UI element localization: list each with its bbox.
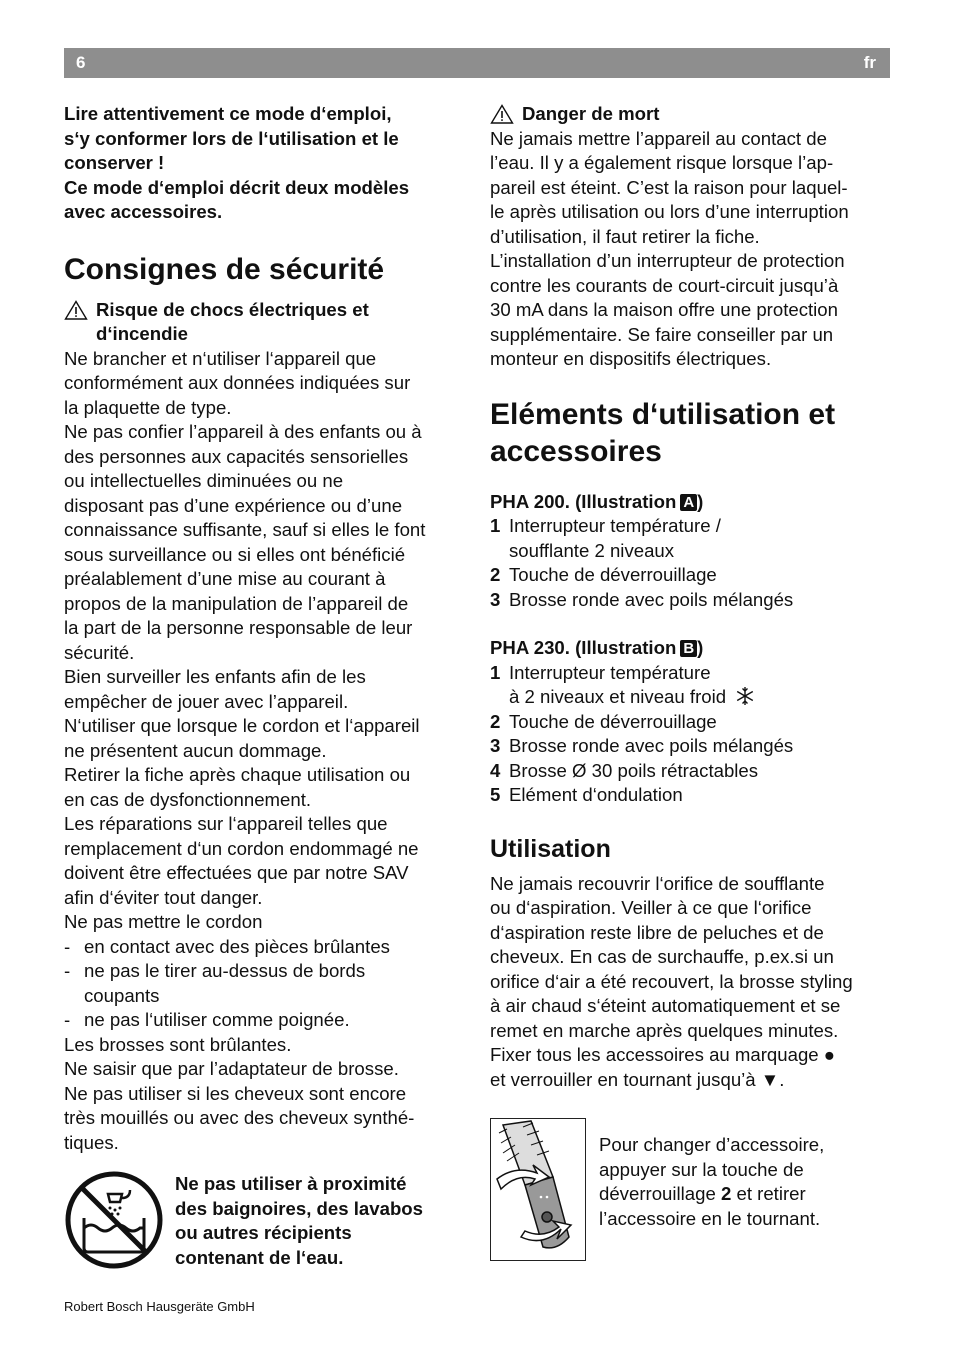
safety-line: en cas de dysfonctionnement.	[64, 788, 312, 810]
usage-body	[490, 872, 892, 1093]
item-number: 3	[490, 735, 501, 756]
safety-line: Ne pas confier l’appareil à des enfants ou à	[64, 421, 422, 442]
pha230-heading	[490, 636, 892, 661]
pha200-heading-text: PHA 200. (Illustration	[490, 490, 677, 512]
brush-rotate-icon	[491, 1119, 584, 1259]
danger-title: Danger de mort	[522, 103, 660, 124]
item-text: Interrupteur température /	[509, 515, 721, 536]
intro-line: avec accessoires.	[64, 201, 223, 222]
warning-title-line: d‘incendie	[96, 323, 188, 344]
list-item	[64, 959, 466, 1008]
safety-line: sécurité.	[64, 641, 135, 663]
pha230-heading-close: )	[697, 637, 704, 658]
list-item	[490, 563, 892, 588]
item-number: 1	[490, 661, 501, 683]
usage-line: Ne jamais recouvrir l‘orifice de soufflante	[490, 872, 825, 894]
list-item	[490, 514, 892, 563]
accessory-line-text: et retirer	[731, 1183, 806, 1204]
illustration-a-badge: A	[680, 494, 697, 511]
item-number: 4	[490, 759, 501, 781]
safety-line: tiques.	[64, 1131, 119, 1153]
illustration-b-badge: B	[680, 640, 697, 657]
intro-line: Lire attentivement ce mode d‘emploi,	[64, 103, 392, 124]
item-text: soufflante 2 niveaux	[509, 539, 675, 561]
safety-line: conformément aux données indiquées sur	[64, 372, 411, 393]
item-number: 1	[490, 515, 501, 536]
item-text: Touche de déverrouillage	[509, 564, 717, 585]
safety-line: Ne saisir que par l’adaptateur de brosse.	[64, 1058, 399, 1079]
item-text: Brosse ronde avec poils mélangés	[509, 588, 794, 610]
item-text: Interrupteur température	[509, 661, 711, 683]
usage-heading: Utilisation	[490, 834, 611, 863]
list-item-text: ne pas le tirer au-dessus de bords	[84, 960, 366, 981]
elements-heading-line: Eléments d‘utilisation et	[490, 397, 836, 431]
no-water-bath-icon	[64, 1170, 164, 1270]
safety-line: sous surveillance ou si elles ont bénéficié	[64, 543, 406, 565]
accessory-line: appuyer sur la touche de	[599, 1158, 804, 1180]
warning-title-line: Risque de chocs électriques et	[96, 298, 369, 320]
language-code: fr	[863, 53, 876, 72]
page-number: 6	[76, 53, 86, 72]
safety-line: ou intellectuelles diminuées ou ne	[64, 470, 344, 491]
pha230-list	[490, 661, 892, 808]
danger-line: Ne jamais mettre l’appareil au contact de	[490, 127, 827, 149]
safety-line: doivent être effectuées que par notre SAV	[64, 862, 409, 883]
pha230-heading-text: PHA 230. (Illustration	[490, 637, 677, 658]
left-column	[64, 102, 466, 1155]
item-number: 2	[490, 564, 501, 585]
no-bath-line: contenant de l‘eau.	[175, 1246, 344, 1268]
danger-body	[490, 127, 892, 372]
usage-line: ou d‘aspiration. Veiller à ce que l‘orifice	[490, 897, 812, 918]
safety-line: afin d‘éviter tout danger.	[64, 886, 263, 908]
list-item	[490, 759, 892, 784]
usage-line: à air chaud s‘éteint automatiquement et se	[490, 995, 841, 1016]
danger-line: supplémentaire. Se faire conseiller par un	[490, 323, 834, 345]
safety-line: empêcher de jouer avec l’appareil.	[64, 690, 349, 712]
danger-line: monteur en dispositifs électriques.	[490, 348, 772, 369]
list-item-text: coupants	[84, 984, 160, 1006]
pha200-heading	[490, 490, 892, 515]
list-item	[490, 783, 892, 808]
accessory-line: l’accessoire en le tournant.	[599, 1207, 821, 1229]
safety-line: disposant pas d’une expérience ou d’une	[64, 494, 403, 516]
accessory-change-illustration	[490, 1118, 586, 1261]
item-text: Elément d‘ondulation	[509, 784, 683, 805]
safety-line: propos de la manipulation de l’appareil de	[64, 592, 409, 614]
list-item: - en contact avec des pièces brûlantes	[64, 935, 466, 960]
list-item	[490, 734, 892, 759]
usage-line: Fixer tous les accessoires au marquage ●	[490, 1044, 836, 1065]
snowflake-icon	[735, 686, 755, 706]
accessory-change-text	[599, 1133, 889, 1231]
warning-triangle-icon	[64, 300, 88, 320]
item-text: Brosse Ø 30 poils rétractables	[509, 759, 759, 781]
usage-line: d‘aspiration reste libre de peluches et de	[490, 921, 824, 943]
usage-line: cheveux. En cas de surchauffe, p.ex.si un	[490, 946, 834, 967]
danger-line: l’eau. Il y a également risque lorsque l’ap-	[490, 152, 834, 173]
safety-line: Les brosses sont brûlantes.	[64, 1033, 292, 1055]
safety-line: des personnes aux capacités sensorielles	[64, 445, 409, 467]
no-bath-warning	[175, 1172, 465, 1270]
safety-line: Bien surveiller les enfants afin de les	[64, 666, 366, 687]
safety-line: la plaquette de type.	[64, 396, 232, 418]
safety-line: la part de la personne responsable de leur	[64, 617, 413, 638]
item-number: 5	[490, 784, 501, 805]
intro-line: s‘y conformer lors de l‘utilisation et le	[64, 127, 399, 149]
cord-dash-list	[64, 935, 466, 1033]
no-bath-line: des baignoires, des lavabos	[175, 1197, 424, 1219]
safety-line: N‘utiliser que lorsque le cordon et l‘appareil	[64, 715, 420, 736]
safety-line: préalablement d’une mise au courant à	[64, 568, 386, 589]
item-number: 2	[490, 710, 501, 732]
list-item	[490, 661, 892, 710]
safety-line: très mouillés ou avec des cheveux synthé-	[64, 1107, 415, 1128]
danger-line: 30 mA dans la maison offre une protection	[490, 299, 838, 320]
safety-line: Retirer la fiche après chaque utilisation ou	[64, 764, 411, 785]
item-number: 3	[490, 588, 501, 610]
danger-line: le après utilisation ou lors d’une interruption	[490, 201, 849, 222]
danger-line: contre les courants de court-circuit jusqu’à	[490, 274, 839, 296]
no-bath-line: ou autres récipients	[175, 1222, 352, 1243]
safety-line: Ne brancher et n‘utiliser l‘appareil que	[64, 347, 377, 369]
safety-heading: Consignes de sécurité	[64, 252, 385, 286]
elements-heading	[490, 396, 892, 470]
intro-line: Ce mode d‘emploi décrit deux modèles	[64, 176, 410, 198]
safety-line: connaissance suffisante, sauf si elles le font	[64, 519, 426, 540]
danger-line: d’utilisation, il faut retirer la fiche.	[490, 225, 760, 247]
safety-line: ne présentent aucun dommage.	[64, 739, 327, 761]
list-item	[490, 588, 892, 613]
usage-line: remet en marche après quelques minutes.	[490, 1019, 839, 1041]
accessory-line: Pour changer d’accessoire,	[599, 1134, 825, 1155]
elements-heading-line: accessoires	[490, 434, 662, 468]
danger-line: L’installation d’un interrupteur de protection	[490, 250, 845, 271]
safety-line: Ne pas mettre le cordon	[64, 911, 263, 932]
pha200-heading-close: )	[697, 490, 704, 512]
item-text: à 2 niveaux et niveau froid	[509, 686, 727, 707]
list-item	[490, 710, 892, 735]
safety-line: Les réparations sur l‘appareil telles que	[64, 813, 388, 834]
warning-triangle-icon	[490, 104, 514, 124]
pha200-list	[490, 514, 892, 612]
usage-line: orifice d‘air a été recouvert, la brosse styling	[490, 970, 853, 992]
release-button-number: 2	[720, 1183, 732, 1204]
intro-text	[64, 102, 466, 225]
danger-heading	[490, 102, 892, 127]
safety-line: remplacement d‘un cordon endommagé ne	[64, 837, 419, 859]
accessory-line	[599, 1182, 889, 1207]
intro-line: conserver !	[64, 152, 165, 173]
footer-company: Robert Bosch Hausgeräte GmbH	[64, 1299, 255, 1314]
usage-line: et verrouiller en tournant jusqu’à ▼.	[490, 1068, 785, 1090]
item-text: Brosse ronde avec poils mélangés	[509, 735, 794, 756]
right-column	[490, 102, 892, 1092]
item-text: Touche de déverrouillage	[509, 710, 717, 732]
no-bath-line: Ne pas utiliser à proximité	[175, 1173, 407, 1194]
safety-line: Ne pas utiliser si les cheveux sont encore	[64, 1082, 407, 1104]
list-item: - ne pas l‘utiliser comme poignée.	[64, 1008, 466, 1033]
electric-warning-heading	[64, 298, 466, 347]
accessory-line-text: déverrouillage	[599, 1183, 721, 1204]
danger-line: pareil est éteint. C’est la raison pour laquel-	[490, 176, 848, 198]
page-header-bar	[64, 48, 890, 78]
safety-body	[64, 347, 466, 1156]
